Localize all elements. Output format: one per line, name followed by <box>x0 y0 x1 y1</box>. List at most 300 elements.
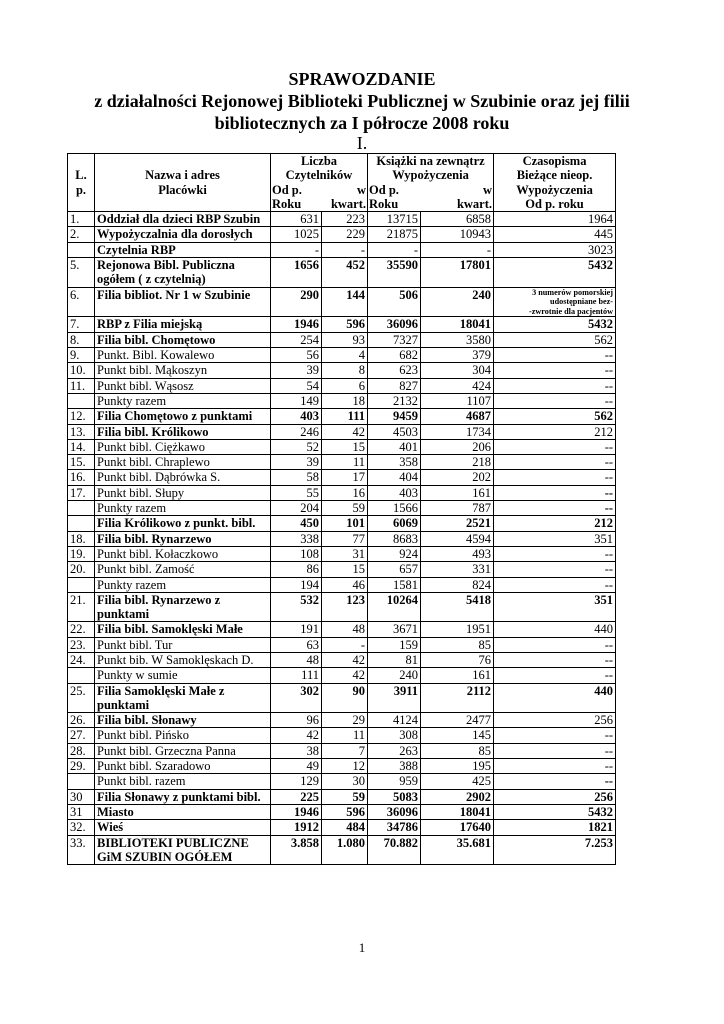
header-periodicals-line-4: Od p. roku <box>525 196 584 211</box>
readers-quarter-cell: 452 <box>322 258 368 288</box>
books-quarter-cell: 304 <box>421 363 494 378</box>
readers-quarter-cell: 29 <box>322 713 368 728</box>
books-from-year-cell: 3911 <box>368 683 421 713</box>
row-lp-cell: 5. <box>68 258 95 288</box>
books-from-year-cell: 388 <box>368 759 421 774</box>
books-from-year-cell: 959 <box>368 774 421 789</box>
header-books-from-year-2: Roku <box>369 196 399 211</box>
readers-from-year-cell: 191 <box>271 622 322 637</box>
books-from-year-cell: 159 <box>368 637 421 652</box>
header-periodicals <box>494 154 616 212</box>
readers-quarter-cell: 111 <box>322 409 368 424</box>
row-lp-cell: 6. <box>68 287 95 317</box>
readers-quarter-cell: 77 <box>322 531 368 546</box>
row-lp-cell: 30 <box>68 789 95 804</box>
table-row <box>68 668 616 683</box>
table-row <box>68 363 616 378</box>
row-name-cell: Punkt bibl. Słupy <box>95 485 271 500</box>
row-lp-cell: 8. <box>68 332 95 347</box>
books-from-year-cell: 34786 <box>368 820 421 835</box>
books-from-year-cell: 7327 <box>368 332 421 347</box>
readers-from-year-cell: 532 <box>271 592 322 622</box>
readers-quarter-cell: 1.080 <box>322 835 368 865</box>
books-quarter-cell: 161 <box>421 668 494 683</box>
readers-quarter-cell: 31 <box>322 546 368 561</box>
table-row <box>68 227 616 242</box>
books-quarter-cell: 2521 <box>421 516 494 531</box>
readers-from-year-cell: 129 <box>271 774 322 789</box>
row-lp-cell: 17. <box>68 485 95 500</box>
books-from-year-cell: 36096 <box>368 317 421 332</box>
row-lp-cell <box>68 242 95 257</box>
readers-quarter-cell: 229 <box>322 227 368 242</box>
books-quarter-cell: 787 <box>421 501 494 516</box>
row-lp-cell: 1. <box>68 212 95 227</box>
readers-quarter-cell: 18 <box>322 393 368 408</box>
books-quarter-cell: 5418 <box>421 592 494 622</box>
periodicals-cell: -- <box>494 577 616 592</box>
periodicals-cell: 5432 <box>494 317 616 332</box>
table-row <box>68 713 616 728</box>
books-from-year-cell: 827 <box>368 378 421 393</box>
row-name-cell: Punkt bibl. Ciężkawo <box>95 439 271 454</box>
books-from-year-cell: 3671 <box>368 622 421 637</box>
books-quarter-cell: 4687 <box>421 409 494 424</box>
row-lp-cell: 12. <box>68 409 95 424</box>
books-from-year-cell: 5083 <box>368 789 421 804</box>
row-name-cell: Filia Samoklęski Małe z punktami <box>95 683 271 713</box>
readers-from-year-cell: 1025 <box>271 227 322 242</box>
readers-from-year-cell: 1946 <box>271 317 322 332</box>
readers-quarter-cell: 101 <box>322 516 368 531</box>
header-readers-from-year-2: Roku <box>272 196 302 211</box>
periodicals-cell: -- <box>494 439 616 454</box>
table-row <box>68 317 616 332</box>
row-name-cell: Punkty razem <box>95 577 271 592</box>
books-quarter-cell: 206 <box>421 439 494 454</box>
readers-from-year-cell: 111 <box>271 668 322 683</box>
header-readers-subcols-2 <box>272 197 366 211</box>
readers-from-year-cell: 63 <box>271 637 322 652</box>
row-lp-cell <box>68 501 95 516</box>
readers-quarter-cell: 46 <box>322 577 368 592</box>
readers-quarter-cell: 144 <box>322 287 368 317</box>
readers-quarter-cell: 12 <box>322 759 368 774</box>
periodicals-cell: -- <box>494 728 616 743</box>
row-name-cell: Punkty razem <box>95 393 271 408</box>
periodicals-cell: 5432 <box>494 258 616 288</box>
row-name-cell: Punkt. Bibl. Kowalewo <box>95 348 271 363</box>
readers-from-year-cell: 1656 <box>271 258 322 288</box>
readers-quarter-cell: 223 <box>322 212 368 227</box>
row-name-cell: Filia Królikowo z punkt. bibl. <box>95 516 271 531</box>
readers-from-year-cell: 3.858 <box>271 835 322 865</box>
periodicals-cell: 1821 <box>494 820 616 835</box>
row-name-cell: Wieś <box>95 820 271 835</box>
books-quarter-cell: 331 <box>421 562 494 577</box>
row-name-cell: Punkt bibl. Zamość <box>95 562 271 577</box>
table-row <box>68 759 616 774</box>
table-row <box>68 804 616 819</box>
row-lp-cell: 7. <box>68 317 95 332</box>
readers-from-year-cell: 108 <box>271 546 322 561</box>
periodicals-cell: -- <box>494 470 616 485</box>
row-name-cell: Filia bibliot. Nr 1 w Szubinie <box>95 287 271 317</box>
books-from-year-cell: 13715 <box>368 212 421 227</box>
books-from-year-cell: 358 <box>368 455 421 470</box>
row-lp-cell: 32. <box>68 820 95 835</box>
readers-from-year-cell: 302 <box>271 683 322 713</box>
header-readers-line-2: Czytelników <box>285 168 353 183</box>
books-from-year-cell: 9459 <box>368 409 421 424</box>
readers-from-year-cell: 254 <box>271 332 322 347</box>
books-from-year-cell: 924 <box>368 546 421 561</box>
periodicals-cell: -- <box>494 546 616 561</box>
row-lp-cell: 27. <box>68 728 95 743</box>
row-lp-cell <box>68 577 95 592</box>
row-name-cell: Punkt bibl. Szaradowo <box>95 759 271 774</box>
table-row <box>68 546 616 561</box>
header-books-subcols-1 <box>369 183 492 197</box>
readers-quarter-cell: 11 <box>322 455 368 470</box>
books-from-year-cell: 263 <box>368 743 421 758</box>
table-row <box>68 743 616 758</box>
header-books-subcols-2 <box>369 197 492 211</box>
table-row <box>68 287 616 317</box>
table-row <box>68 378 616 393</box>
row-lp-cell: 28. <box>68 743 95 758</box>
books-quarter-cell: 145 <box>421 728 494 743</box>
readers-quarter-cell: 8 <box>322 363 368 378</box>
row-name-cell: Punkt bibl. Pińsko <box>95 728 271 743</box>
periodicals-cell: 351 <box>494 531 616 546</box>
books-from-year-cell: 2132 <box>368 393 421 408</box>
table-row <box>68 835 616 865</box>
row-name-cell: Punkt bib. W Samoklęskach D. <box>95 652 271 667</box>
table-row <box>68 439 616 454</box>
row-name-cell: Punkt bibl. Mąkoszyn <box>95 363 271 378</box>
header-lp-line-2: p. <box>75 182 87 197</box>
books-from-year-cell: 404 <box>368 470 421 485</box>
header-lp <box>68 154 95 212</box>
readers-from-year-cell: 450 <box>271 516 322 531</box>
books-from-year-cell: 506 <box>368 287 421 317</box>
row-name-cell: Filia bibl. Chomętowo <box>95 332 271 347</box>
header-books-quarter-1: w <box>483 182 493 197</box>
row-lp-cell: 13. <box>68 424 95 439</box>
row-lp-cell <box>68 774 95 789</box>
books-quarter-cell: 161 <box>421 485 494 500</box>
table-row <box>68 577 616 592</box>
books-quarter-cell: 4594 <box>421 531 494 546</box>
header-lp-line-1: L. <box>75 168 87 183</box>
readers-quarter-cell: 11 <box>322 728 368 743</box>
readers-from-year-cell: 42 <box>271 728 322 743</box>
periodicals-cell: 3023 <box>494 242 616 257</box>
header-name-line-2: Placówki <box>158 182 207 197</box>
periodicals-cell: 256 <box>494 789 616 804</box>
books-quarter-cell: 17640 <box>421 820 494 835</box>
periodicals-cell: -- <box>494 455 616 470</box>
row-name-cell: Filia bibl. Samoklęski Małe <box>95 622 271 637</box>
books-from-year-cell: 21875 <box>368 227 421 242</box>
books-from-year-cell: 36096 <box>368 804 421 819</box>
readers-quarter-cell: - <box>322 637 368 652</box>
report-subtitle-line-2: bibliotecznych za I półrocze 2008 roku <box>214 113 510 133</box>
row-lp-cell <box>68 668 95 683</box>
books-from-year-cell: 403 <box>368 485 421 500</box>
periodicals-cell: 351 <box>494 592 616 622</box>
table-row <box>68 258 616 288</box>
periodicals-cell: 256 <box>494 713 616 728</box>
row-name-cell: Filia Słonawy z punktami bibl. <box>95 789 271 804</box>
row-name-cell: Rejonowa Bibl. Publiczna ogółem ( z czytelnią) <box>95 258 271 288</box>
readers-from-year-cell: 49 <box>271 759 322 774</box>
readers-quarter-cell: 7 <box>322 743 368 758</box>
books-from-year-cell: 682 <box>368 348 421 363</box>
row-lp-cell: 15. <box>68 455 95 470</box>
readers-quarter-cell: 59 <box>322 789 368 804</box>
books-quarter-cell: 2112 <box>421 683 494 713</box>
books-quarter-cell: 218 <box>421 455 494 470</box>
header-books-from-year-1: Od p. <box>369 182 399 197</box>
books-quarter-cell: 18041 <box>421 317 494 332</box>
readers-quarter-cell: 93 <box>322 332 368 347</box>
books-from-year-cell: 4503 <box>368 424 421 439</box>
readers-from-year-cell: 1946 <box>271 804 322 819</box>
header-readers <box>271 154 368 212</box>
table-row <box>68 212 616 227</box>
readers-from-year-cell: - <box>271 242 322 257</box>
table-row <box>68 516 616 531</box>
readers-from-year-cell: 403 <box>271 409 322 424</box>
row-lp-cell: 23. <box>68 637 95 652</box>
library-statistics-table <box>67 153 616 865</box>
row-name-cell: Filia bibl. Rynarzewo z punktami <box>95 592 271 622</box>
periodicals-note-line: udostępniane bez- <box>550 297 614 307</box>
table-row <box>68 409 616 424</box>
periodicals-cell: -- <box>494 485 616 500</box>
books-from-year-cell: 1566 <box>368 501 421 516</box>
row-lp-cell: 33. <box>68 835 95 865</box>
books-from-year-cell: 35590 <box>368 258 421 288</box>
table-row <box>68 652 616 667</box>
periodicals-cell: -- <box>494 562 616 577</box>
books-from-year-cell: 657 <box>368 562 421 577</box>
header-books <box>368 154 494 212</box>
periodicals-cell: 1964 <box>494 212 616 227</box>
books-quarter-cell: 85 <box>421 637 494 652</box>
readers-from-year-cell: 1912 <box>271 820 322 835</box>
periodicals-cell: 562 <box>494 332 616 347</box>
page-number: 1 <box>358 940 366 955</box>
periodicals-cell: -- <box>494 378 616 393</box>
books-from-year-cell: 623 <box>368 363 421 378</box>
table-row <box>68 562 616 577</box>
row-name-cell: Wypożyczalnia dla dorosłych <box>95 227 271 242</box>
books-from-year-cell: 8683 <box>368 531 421 546</box>
books-quarter-cell: 1107 <box>421 393 494 408</box>
readers-from-year-cell: 290 <box>271 287 322 317</box>
periodicals-cell: -- <box>494 501 616 516</box>
periodicals-cell: -- <box>494 363 616 378</box>
table-header-row <box>68 154 616 212</box>
row-lp-cell <box>68 516 95 531</box>
periodicals-cell: 212 <box>494 516 616 531</box>
periodicals-cell: -- <box>494 393 616 408</box>
periodicals-cell: -- <box>494 759 616 774</box>
periodicals-cell <box>494 287 616 317</box>
readers-quarter-cell: 30 <box>322 774 368 789</box>
table-row <box>68 424 616 439</box>
books-from-year-cell: 1581 <box>368 577 421 592</box>
periodicals-cell: -- <box>494 743 616 758</box>
row-name-cell: Punkt bibl. razem <box>95 774 271 789</box>
readers-from-year-cell: 96 <box>271 713 322 728</box>
row-name-cell: Czytelnia RBP <box>95 242 271 257</box>
books-quarter-cell: 824 <box>421 577 494 592</box>
readers-from-year-cell: 54 <box>271 378 322 393</box>
row-name-cell: Filia bibl. Rynarzewo <box>95 531 271 546</box>
row-name-cell: Punkt bibl. Dąbrówka S. <box>95 470 271 485</box>
row-lp-cell: 20. <box>68 562 95 577</box>
books-quarter-cell: - <box>421 242 494 257</box>
report-subtitle-line-1: z działalności Rejonowej Biblioteki Publicznej w Szubinie oraz jej filii <box>94 91 630 111</box>
readers-quarter-cell: 16 <box>322 485 368 500</box>
table-body <box>68 212 616 865</box>
books-quarter-cell: 195 <box>421 759 494 774</box>
row-lp-cell: 10. <box>68 363 95 378</box>
periodicals-cell: 212 <box>494 424 616 439</box>
table-row <box>68 683 616 713</box>
books-quarter-cell: 3580 <box>421 332 494 347</box>
books-quarter-cell: 35.681 <box>421 835 494 865</box>
books-from-year-cell: 81 <box>368 652 421 667</box>
row-name-cell: BIBLIOTEKI PUBLICZNE GiM SZUBIN OGÓŁEM <box>95 835 271 865</box>
row-lp-cell: 21. <box>68 592 95 622</box>
books-quarter-cell: 424 <box>421 378 494 393</box>
table-row <box>68 622 616 637</box>
books-from-year-cell: 308 <box>368 728 421 743</box>
row-name-cell: Punkt bibl. Chraplewo <box>95 455 271 470</box>
readers-from-year-cell: 58 <box>271 470 322 485</box>
books-quarter-cell: 2477 <box>421 713 494 728</box>
table-row <box>68 348 616 363</box>
table-row <box>68 637 616 652</box>
table-row <box>68 332 616 347</box>
books-quarter-cell: 493 <box>421 546 494 561</box>
row-lp-cell: 2. <box>68 227 95 242</box>
row-lp-cell: 18. <box>68 531 95 546</box>
books-quarter-cell: 85 <box>421 743 494 758</box>
row-lp-cell: 31 <box>68 804 95 819</box>
readers-from-year-cell: 55 <box>271 485 322 500</box>
row-lp-cell: 16. <box>68 470 95 485</box>
periodicals-cell: 5432 <box>494 804 616 819</box>
readers-from-year-cell: 48 <box>271 652 322 667</box>
readers-from-year-cell: 631 <box>271 212 322 227</box>
table-row <box>68 501 616 516</box>
readers-quarter-cell: 42 <box>322 424 368 439</box>
readers-quarter-cell: 42 <box>322 652 368 667</box>
row-lp-cell <box>68 393 95 408</box>
readers-quarter-cell: 42 <box>322 668 368 683</box>
readers-quarter-cell: - <box>322 242 368 257</box>
readers-from-year-cell: 56 <box>271 348 322 363</box>
section-number: I. <box>356 133 368 153</box>
table-row <box>68 470 616 485</box>
row-lp-cell: 24. <box>68 652 95 667</box>
row-name-cell: Miasto <box>95 804 271 819</box>
readers-from-year-cell: 39 <box>271 363 322 378</box>
books-quarter-cell: 17801 <box>421 258 494 288</box>
header-name-line-1: Nazwa i adres <box>145 168 220 183</box>
readers-quarter-cell: 15 <box>322 562 368 577</box>
books-from-year-cell: 401 <box>368 439 421 454</box>
books-from-year-cell: - <box>368 242 421 257</box>
periodicals-cell: 440 <box>494 622 616 637</box>
readers-quarter-cell: 484 <box>322 820 368 835</box>
books-quarter-cell: 240 <box>421 287 494 317</box>
row-name-cell: Filia Chomętowo z punktami <box>95 409 271 424</box>
row-name-cell: Punkty razem <box>95 501 271 516</box>
periodicals-note-line: 3 numerów pomorskiej <box>532 287 614 297</box>
row-lp-cell: 14. <box>68 439 95 454</box>
books-quarter-cell: 202 <box>421 470 494 485</box>
readers-quarter-cell: 17 <box>322 470 368 485</box>
periodicals-cell: -- <box>494 348 616 363</box>
header-periodicals-line-2: Bieżące nieop. <box>516 168 593 183</box>
readers-quarter-cell: 4 <box>322 348 368 363</box>
table-row <box>68 774 616 789</box>
header-readers-quarter-2: kwart. <box>330 196 367 211</box>
readers-quarter-cell: 123 <box>322 592 368 622</box>
table-row <box>68 455 616 470</box>
header-readers-from-year-1: Od p. <box>272 182 302 197</box>
readers-from-year-cell: 38 <box>271 743 322 758</box>
row-lp-cell: 11. <box>68 378 95 393</box>
books-from-year-cell: 70.882 <box>368 835 421 865</box>
books-quarter-cell: 18041 <box>421 804 494 819</box>
header-books-line-2: Wypożyczenia <box>392 168 469 183</box>
row-name-cell: Punkty w sumie <box>95 668 271 683</box>
header-periodicals-line-1: Czasopisma <box>522 154 587 168</box>
row-name-cell: Punkt bibl. Wąsosz <box>95 378 271 393</box>
header-books-line-1: Książki na zewnątrz <box>376 154 485 168</box>
books-quarter-cell: 2902 <box>421 789 494 804</box>
header-books-quarter-2: kwart. <box>456 196 493 211</box>
readers-quarter-cell: 596 <box>322 317 368 332</box>
books-quarter-cell: 1734 <box>421 424 494 439</box>
row-name-cell: Oddział dla dzieci RBP Szubin <box>95 212 271 227</box>
row-name-cell: Punkt bibl. Grzeczna Panna <box>95 743 271 758</box>
books-from-year-cell: 240 <box>368 668 421 683</box>
books-quarter-cell: 6858 <box>421 212 494 227</box>
readers-from-year-cell: 338 <box>271 531 322 546</box>
row-lp-cell: 19. <box>68 546 95 561</box>
header-readers-line-1: Liczba <box>300 154 338 168</box>
readers-from-year-cell: 149 <box>271 393 322 408</box>
periodicals-cell: -- <box>494 774 616 789</box>
books-quarter-cell: 1951 <box>421 622 494 637</box>
periodicals-cell: -- <box>494 668 616 683</box>
header-readers-quarter-1: w <box>356 182 367 197</box>
header-periodicals-line-3: Wypożyczenia <box>516 182 593 197</box>
table-row <box>68 531 616 546</box>
books-quarter-cell: 76 <box>421 652 494 667</box>
books-quarter-cell: 10943 <box>421 227 494 242</box>
row-name-cell: Filia bibl. Słonawy <box>95 713 271 728</box>
